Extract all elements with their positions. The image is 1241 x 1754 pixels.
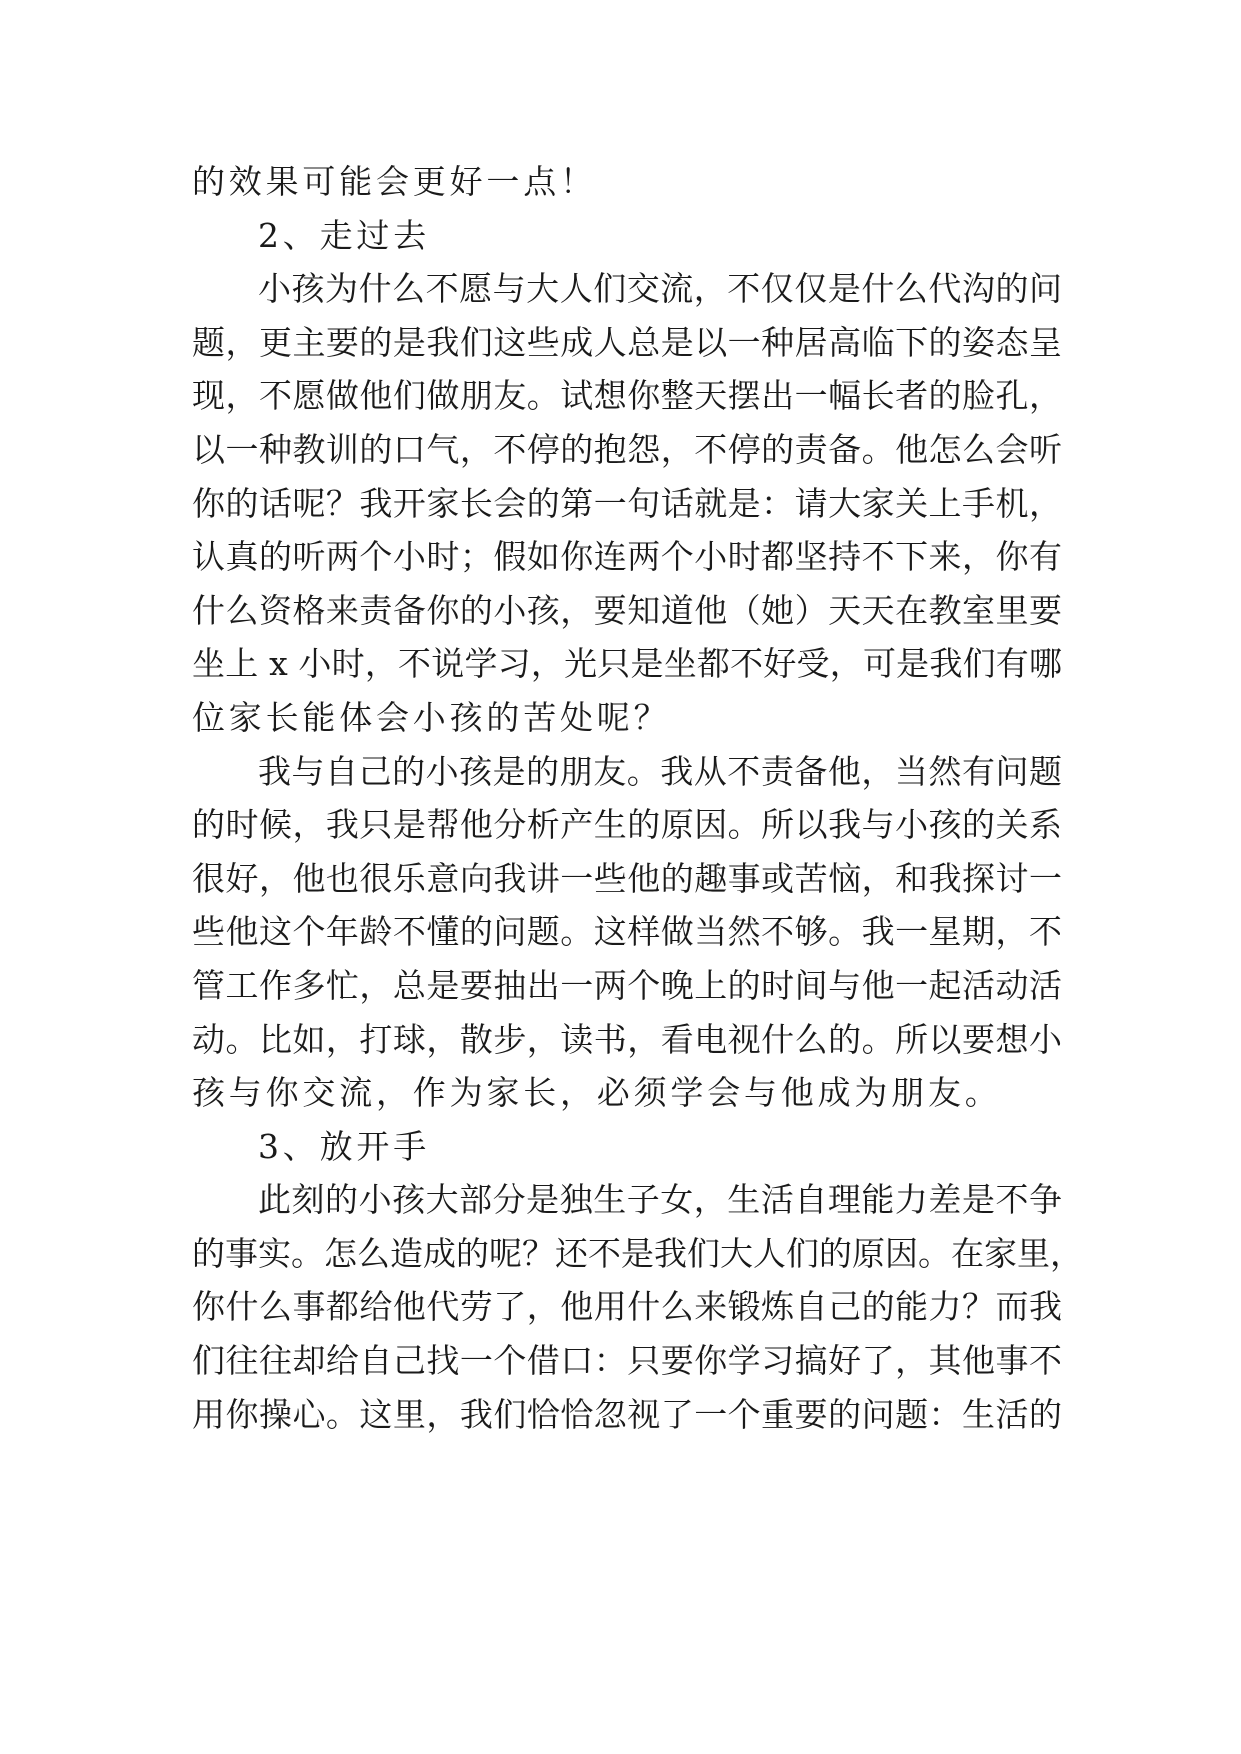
text-line: 坐上 x 小时，不说学习，光只是坐都不好受，可是我们有哪 <box>192 644 1062 684</box>
text-line: 很好，他也很乐意向我讲一些他的趣事或苦恼，和我探讨一 <box>192 858 1062 898</box>
text-line: 现，不愿做他们做朋友。试想你整天摆出一幅长者的脸孔， <box>192 376 1062 416</box>
text-line: 3、放开手 <box>258 1126 430 1166</box>
text-line: 用你操心。这里，我们恰恰忽视了一个重要的问题：生活的 <box>192 1394 1062 1434</box>
body-text <box>192 155 1083 1441</box>
text-line: 题，更主要的是我们这些成人总是以一种居高临下的姿态呈 <box>192 322 1062 362</box>
text-line: 以一种教训的口气，不停的抱怨，不停的责备。他怎么会听 <box>192 429 1062 469</box>
text-line: 此刻的小孩大部分是独生子女，生活自理能力差是不争 <box>258 1180 1062 1220</box>
text-line: 的效果可能会更好一点！ <box>192 162 597 201</box>
text-line: 小孩为什么不愿与大人们交流，不仅仅是什么代沟的问 <box>258 269 1062 309</box>
text-line: 认真的听两个小时；假如你连两个小时都坚持不下来，你有 <box>192 537 1062 577</box>
text-line: 你的话呢？我开家长会的第一句话就是：请大家关上手机， <box>192 483 1062 523</box>
text-line: 动。比如，打球，散步，读书，看电视什么的。所以要想小 <box>192 1019 1062 1059</box>
text-line: 位家长能体会小孩的苦处呢？ <box>192 697 671 737</box>
text-line: 的时候，我只是帮他分析产生的原因。所以我与小孩的关系 <box>192 805 1062 845</box>
text-line: 的事实。怎么造成的呢？还不是我们大人们的原因。在家里， <box>192 1233 1083 1273</box>
text-line: 你什么事都给他代劳了，他用什么来锻炼自己的能力？而我 <box>192 1287 1062 1327</box>
text-line: 些他这个年龄不懂的问题。这样做当然不够。我一星期，不 <box>192 912 1062 952</box>
text-line: 什么资格来责备你的小孩，要知道他（她）天天在教室里要 <box>192 590 1062 630</box>
text-line: 2、走过去 <box>258 215 430 255</box>
text-line: 们往往却给自己找一个借口：只要你学习搞好了，其他事不 <box>192 1341 1062 1381</box>
text-line: 管工作多忙，总是要抽出一两个晚上的时间与他一起活动活 <box>192 965 1062 1005</box>
text-line: 我与自己的小孩是的朋友。我从不责备他，当然有问题 <box>258 751 1062 791</box>
text-line: 孩与你交流，作为家长，必须学会与他成为朋友。 <box>192 1073 1002 1113</box>
